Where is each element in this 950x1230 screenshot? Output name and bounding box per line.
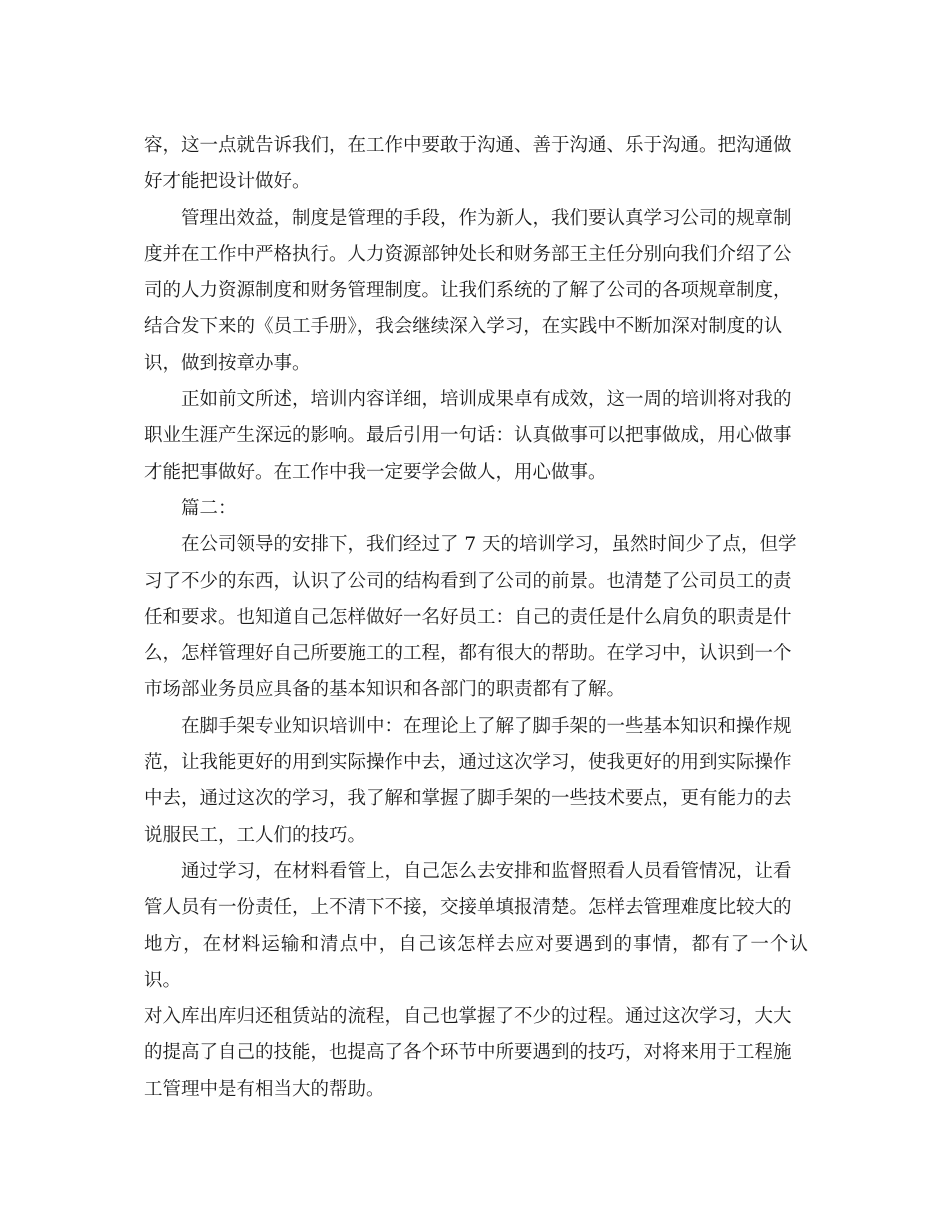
document-body — [144, 128, 808, 1108]
text-line: 度并在工作中严格执行。人力资源部钟处长和财务部王主任分别向我们介绍了公 — [144, 243, 792, 265]
paragraph — [144, 854, 808, 1108]
text-line: 在脚手架专业知识培训中：在理论上了解了脚手架的一些基本知识和操作规 — [181, 715, 792, 737]
text-line: 好才能把设计做好。 — [144, 171, 311, 193]
text-line: 司的人力资源制度和财务管理制度。让我们系统的了解了公司的各项规章制度， — [144, 280, 792, 302]
text-line: 通过学习，在材料看管上，自己怎么去安排和监督照看人员看管情况，让看 — [181, 860, 792, 882]
text-line: 结合发下来的《员工手册》，我会继续深入学习，在实践中不断加深对制度的认 — [144, 316, 783, 338]
text-line: 在公司领导的安排下，我们经过了 7 天的培训学习，虽然时间少了点，但学 — [181, 534, 797, 556]
text-line: 工管理中是有相当大的帮助。 — [144, 1078, 385, 1100]
section-heading — [144, 491, 808, 527]
text-line: 市场部业务员应具备的基本知识和各部门的职责都有了解。 — [144, 679, 626, 701]
text-line: 么，怎样管理好自己所要施工的工程，都有很大的帮助。在学习中，认识到一个 — [144, 643, 792, 665]
text-line: 地方，在材料运输和清点中，自己该怎样去应对要遇到的事情，都有了一个认识。 — [144, 933, 808, 991]
text-line: 识，做到按章办事。 — [144, 352, 311, 374]
text-line: 容，这一点就告诉我们，在工作中要敢于沟通、善于沟通、乐于沟通。把沟通做 — [144, 135, 792, 156]
text-line: 管理出效益，制度是管理的手段，作为新人，我们要认真学习公司的规章制 — [181, 207, 792, 229]
text-line: 范，让我能更好的用到实际操作中去，通过这次学习，使我更好的用到实际操作 — [144, 752, 792, 774]
paragraph — [144, 382, 808, 491]
text-line: 习了不少的东西，认识了公司的结构看到了公司的前景。也清楚了公司员工的责 — [144, 570, 792, 592]
text-line: 正如前文所述，培训内容详细，培训成果卓有成效，这一周的培训将对我的 — [181, 389, 792, 411]
paragraph — [144, 527, 808, 708]
paragraph — [144, 128, 808, 201]
text-line: 中去，通过这次的学习，我了解和掌握了脚手架的一些技术要点，更有能力的去 — [144, 788, 792, 810]
text-line: 说服民工，工人们的技巧。 — [144, 824, 367, 846]
text-line: 篇二： — [181, 497, 237, 519]
text-line: 才能把事做好。在工作中我一定要学会做人，用心做事。 — [144, 461, 607, 483]
text-line: 对入库出库归还租赁站的流程，自己也掌握了不少的过程。通过这次学习，大大 — [144, 1006, 792, 1028]
paragraph — [144, 201, 808, 382]
text-line: 职业生涯产生深远的影响。最后引用一句话：认真做事可以把事做成，用心做事 — [144, 425, 792, 447]
text-line: 管人员有一份责任，上不清下不接，交接单填报清楚。怎样去管理难度比较大的 — [144, 897, 792, 919]
text-line: 任和要求。也知道自己怎样做好一名好员工：自己的责任是什么肩负的职责是什 — [144, 606, 792, 628]
paragraph — [144, 709, 808, 854]
text-line: 的提高了自己的技能，也提高了各个环节中所要遇到的技巧，对将来用于工程施 — [144, 1042, 792, 1064]
